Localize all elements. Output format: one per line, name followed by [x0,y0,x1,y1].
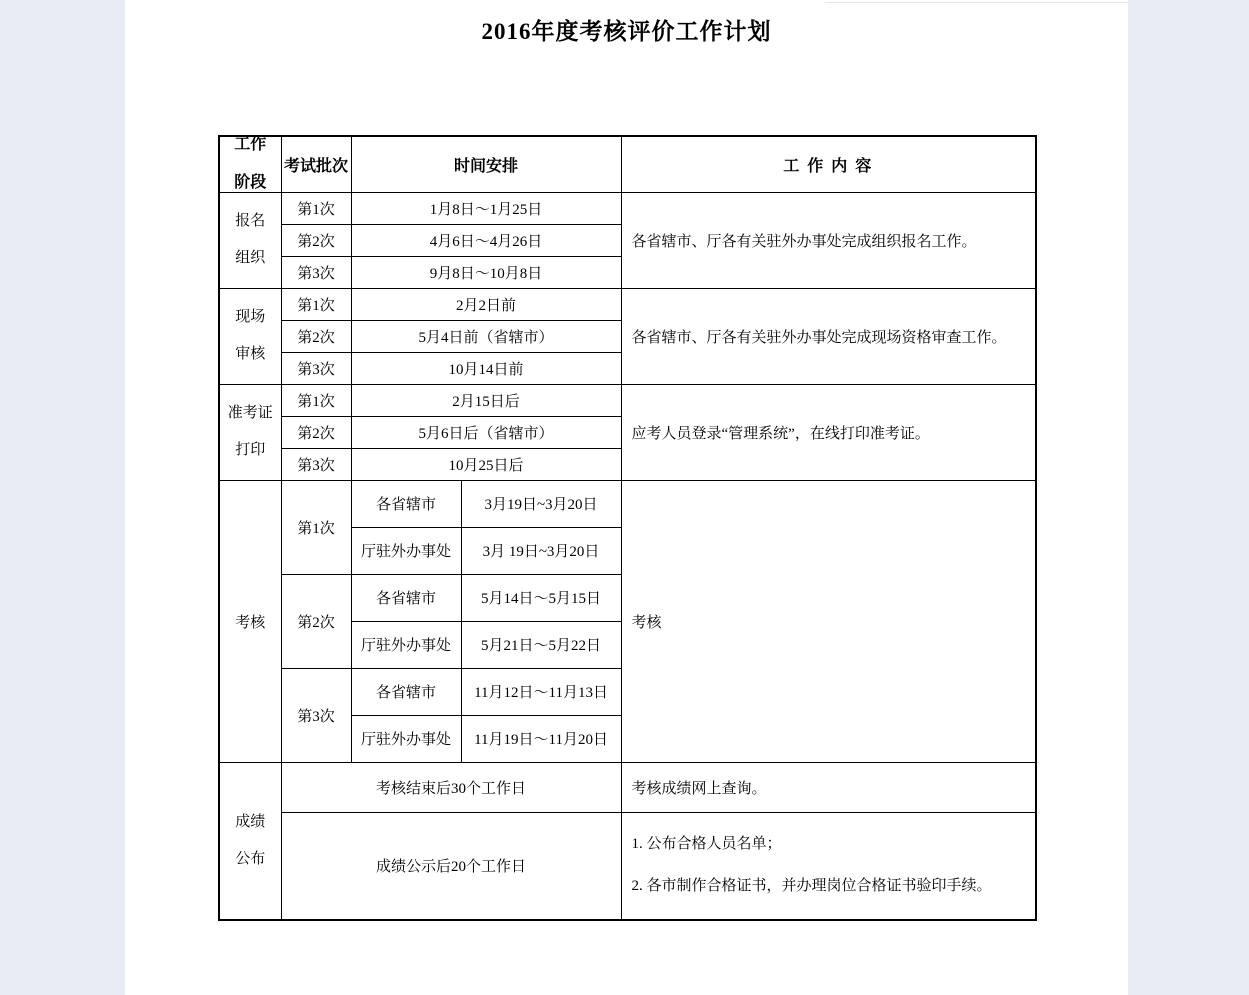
header-content: 工 作 内 容 [621,136,1036,192]
time-cell: 5月14日～5月15日 [461,574,621,621]
content-cell-registration: 各省辖市、厅各有关驻外办事处完成组织报名工作。 [621,192,1036,288]
list-item-2: 2. 各市制作合格证书，并办理岗位合格证书验印手续。 [631,877,992,894]
document-title: 2016年度考核评价工作计划 [481,19,772,44]
time-cell: 3月 19日~3月20日 [461,527,621,574]
table-row [219,384,1036,416]
header-stage [219,136,281,192]
org-cell: 厅驻外办事处 [351,715,461,762]
time-cell: 2月15日后 [351,384,621,416]
content-cell-onsite-review: 各省辖市、厅各有关驻外办事处完成现场资格审查工作。 [621,288,1036,384]
stage-line: 公布 [235,850,266,867]
batch-cell: 第3次 [281,256,351,288]
time-cell: 1月8日～1月25日 [351,192,621,224]
time-cell: 10月25日后 [351,448,621,480]
time-cell: 10月14日前 [351,352,621,384]
time-cell: 11月19日～11月20日 [461,715,621,762]
header-batch: 考试批次 [281,136,351,192]
batch-cell: 第2次 [281,416,351,448]
time-cell: 2月2日前 [351,288,621,320]
batch-cell: 第2次 [281,574,351,668]
page-edge-line [825,2,1128,3]
time-cell: 11月12日～11月13日 [461,668,621,715]
stage-line: 打印 [235,442,266,458]
table-row [219,812,1036,920]
stage-line: 审核 [235,346,266,362]
table-row [219,480,1036,527]
time-cell: 成绩公示后20个工作日 [281,812,621,920]
batch-cell: 第3次 [281,448,351,480]
document-page [125,0,1128,995]
header-schedule: 时间安排 [351,136,621,192]
table-row [219,762,1036,812]
batch-cell: 第2次 [281,320,351,352]
batch-cell: 第3次 [281,352,351,384]
stage-cell-onsite-review [219,288,281,384]
stage-line: 成绩 [235,813,266,830]
content-cell-results-query: 考核成绩网上查询。 [621,762,1036,812]
header-stage-line2: 阶段 [234,174,267,192]
header-stage-line1: 工作 [234,136,267,154]
stage-cell-admission-ticket [219,384,281,480]
stage-line: 组织 [235,250,266,266]
batch-cell: 第3次 [281,668,351,762]
table-row [219,192,1036,224]
time-cell: 考核结束后30个工作日 [281,762,621,812]
time-cell: 5月4日前（省辖市） [351,320,621,352]
batch-cell: 第1次 [281,480,351,574]
org-cell: 各省辖市 [351,480,461,527]
list-item-1: 1. 公布合格人员名单； [631,836,782,853]
org-cell: 厅驻外办事处 [351,621,461,668]
org-cell: 各省辖市 [351,574,461,621]
time-cell: 4月6日～4月26日 [351,224,621,256]
stage-line: 报名 [235,213,266,229]
org-cell: 各省辖市 [351,668,461,715]
time-cell: 5月21日～5月22日 [461,621,621,668]
content-cell-results-publish [621,812,1036,920]
table-row [219,288,1036,320]
stage-cell-registration [219,192,281,288]
stage-cell-assessment: 考核 [219,480,281,762]
stage-cell-results [219,762,281,920]
stage-line: 现场 [235,309,266,325]
org-cell: 厅驻外办事处 [351,527,461,574]
batch-cell: 第1次 [281,192,351,224]
stage-line: 准考证 [227,405,273,421]
batch-cell: 第1次 [281,384,351,416]
time-cell: 9月8日～10月8日 [351,256,621,288]
batch-cell: 第2次 [281,224,351,256]
time-cell: 5月6日后（省辖市） [351,416,621,448]
plan-table [218,135,1037,921]
content-cell-admission-ticket: 应考人员登录“管理系统”，在线打印准考证。 [621,384,1036,480]
table-header-row [219,136,1036,192]
batch-cell: 第1次 [281,288,351,320]
time-cell: 3月19日~3月20日 [461,480,621,527]
content-cell-assessment: 考核 [621,480,1036,762]
